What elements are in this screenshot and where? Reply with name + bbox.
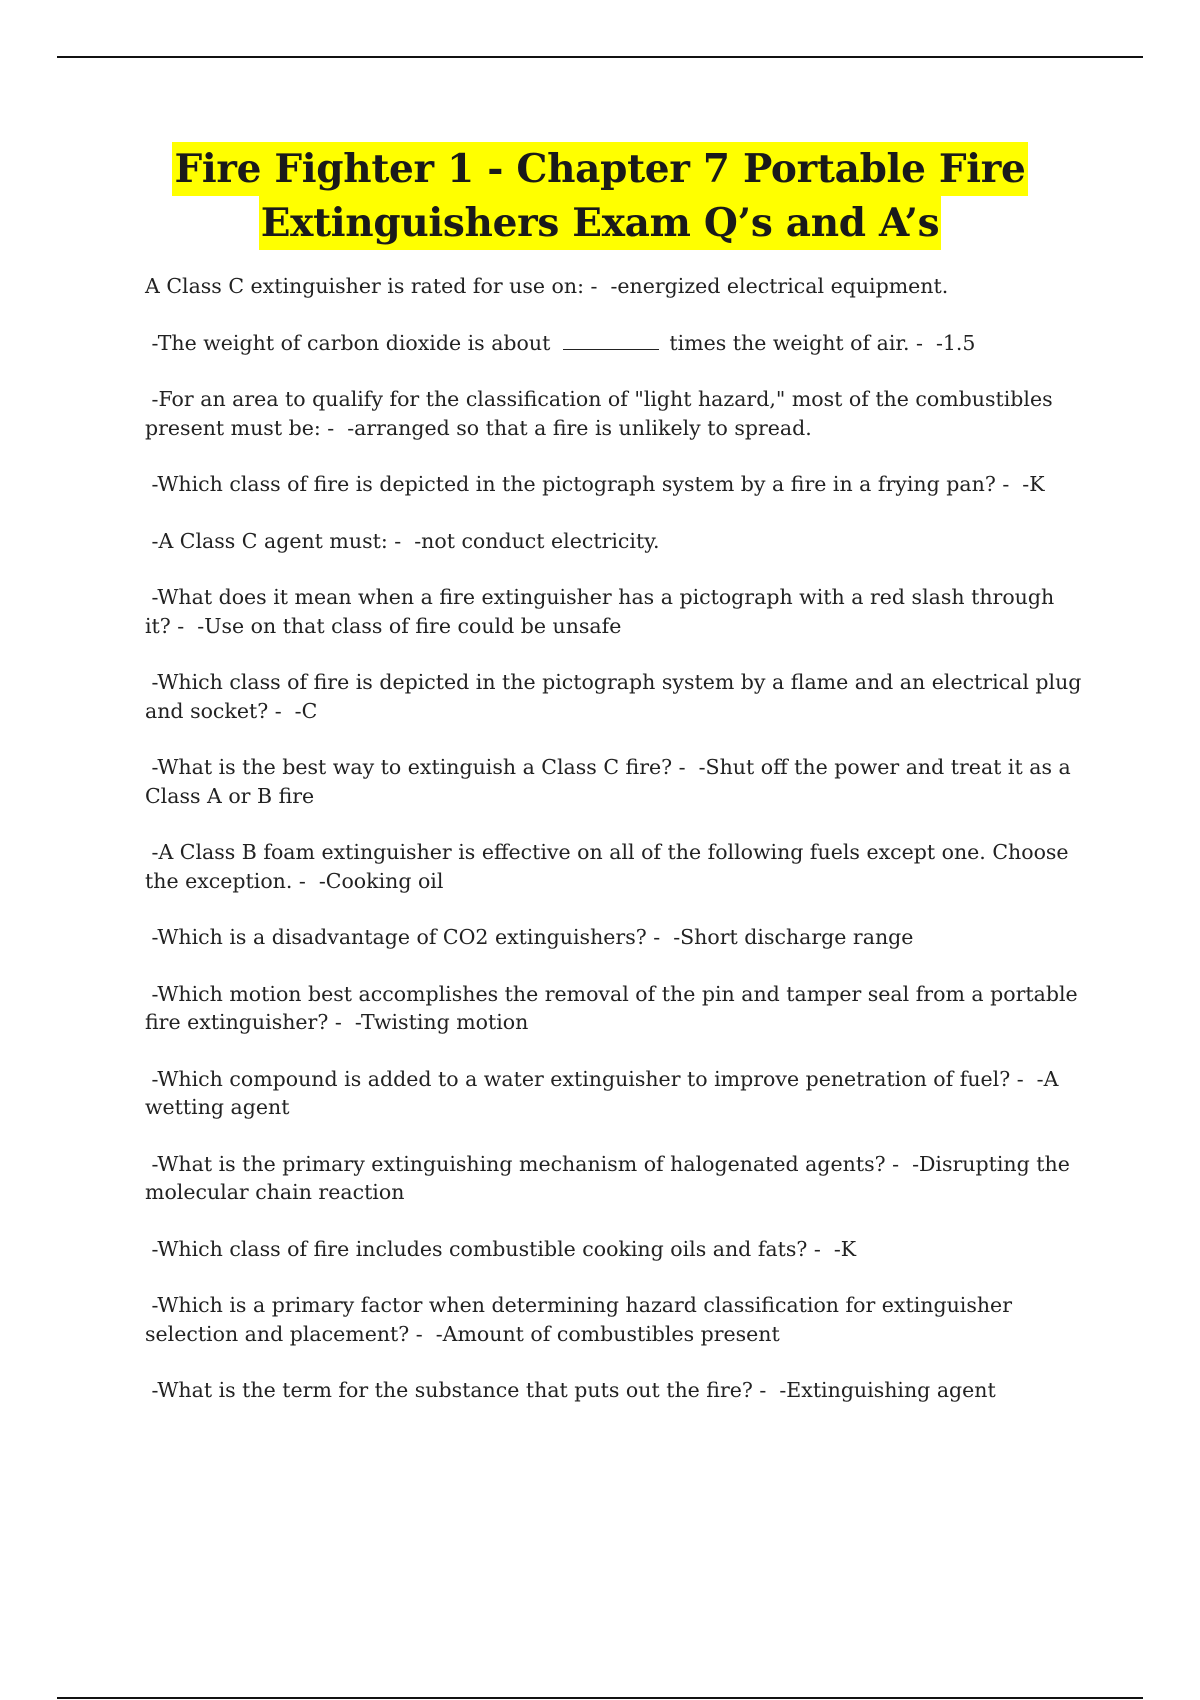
qa-item-7: -Which class of fire is depicted in the pictograph system by a flame and an electrical plug and socket? - -C	[145, 670, 1088, 723]
qa-item-13: -What is the primary extinguishing mechanism of halogenated agents? - -Disrupting the molecular chain reaction	[145, 1151, 1077, 1204]
qa-item-4: -Which class of fire is depicted in the pictograph system by a fire in a frying pan? - -K	[145, 472, 1045, 496]
fill-in-blank	[563, 331, 659, 350]
qa-item-2	[145, 329, 1085, 358]
qa-item-14: -Which class of fire includes combustible cooking oils and fats? - -K	[145, 1236, 857, 1261]
title-line-1: Fire Fighter 1 - Chapter 7 Portable Fire	[172, 142, 1027, 196]
qa-item-11: -Which motion best accomplishes the removal of the pin and tamper seal from a portable fire extinguisher? - -Twisting motion	[145, 981, 1085, 1034]
qa-item-1: A Class C extinguisher is rated for use on: - -energized electrical equipment.	[145, 274, 949, 298]
qa-item-10: -Which is a disadvantage of CO2 extinguishers? - -Short discharge range	[145, 925, 914, 949]
qa-list	[145, 272, 1088, 1433]
header-rule	[57, 56, 1143, 58]
footer-rule	[57, 1697, 1143, 1699]
qa-item-2-answer: times the weight of air. - -1.5	[662, 330, 976, 355]
qa-item-12: -Which compound is added to a water extinguisher to improve penetration of fuel? - -A wetting agent	[145, 1066, 1065, 1119]
qa-item-6: -What does it mean when a fire extinguisher has a pictograph with a red slash through it? - -Use on that class of fire could be unsafe	[145, 585, 1061, 638]
qa-item-5: -A Class C agent must: - -not conduct electricity.	[145, 528, 660, 553]
qa-item-8: -What is the best way to extinguish a Class C fire? - -Shut off the power and treat it as a Class A or B fire	[145, 755, 1078, 808]
title-line-2: Extinguishers Exam Q’s and A’s	[259, 196, 942, 250]
qa-item-3: -For an area to qualify for the classification of "light hazard," most of the combustibles present must be: - -arranged so that a fire is unlikely to spread.	[145, 387, 1060, 440]
qa-item-2-question: -The weight of carbon dioxide is about	[145, 330, 557, 355]
qa-item-16: -What is the term for the substance that puts out the fire? - -Extinguishing agent	[145, 1378, 996, 1402]
document-title	[57, 142, 1143, 250]
qa-item-9: -A Class B foam extinguisher is effective on all of the following fuels except one. Choose the exception. - -Cooking oil	[145, 840, 1076, 893]
qa-item-15: -Which is a primary factor when determining hazard classification for extinguisher selection and placement? - -Amount of combustibles present	[145, 1293, 1019, 1346]
